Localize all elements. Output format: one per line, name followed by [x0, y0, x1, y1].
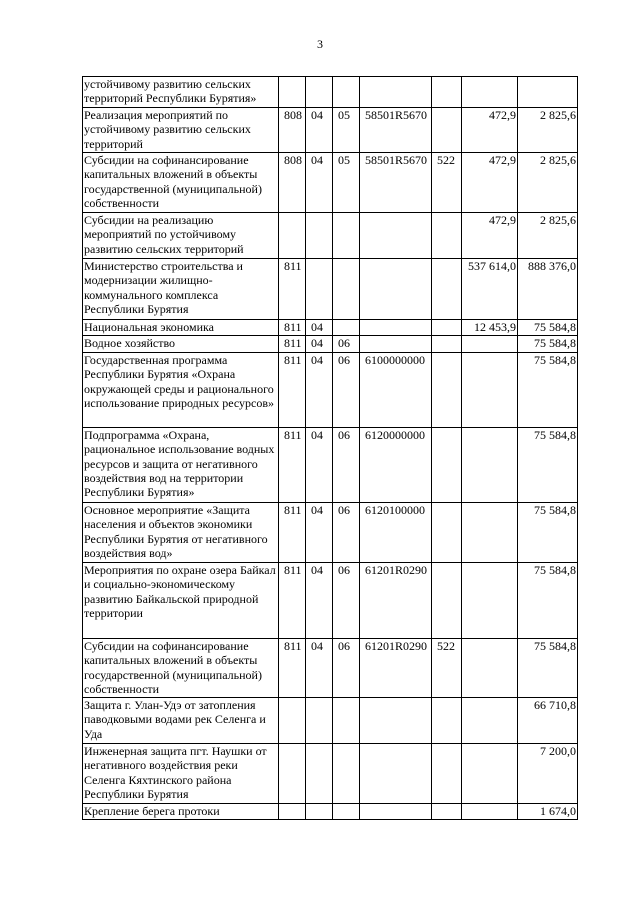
cell-expense [432, 804, 462, 820]
cell-subsection [333, 77, 360, 108]
cell-target: 58501R5670 [360, 108, 432, 153]
cell-sum1 [462, 698, 518, 744]
table-row [83, 698, 578, 744]
cell-name: Субсидии на софинансирование капитальных вложений в объекты государственной (муниципальной) собственности [83, 639, 279, 698]
cell-ministry: 811 [279, 503, 306, 563]
cell-ministry: 808 [279, 153, 306, 213]
cell-subsection [333, 213, 360, 259]
budget-table [82, 76, 578, 820]
cell-section [306, 259, 333, 320]
cell-sum1 [462, 428, 518, 503]
cell-section: 04 [306, 336, 333, 353]
cell-ministry: 811 [279, 259, 306, 320]
cell-target: 6100000000 [360, 353, 432, 428]
cell-expense [432, 503, 462, 563]
cell-ministry: 811 [279, 639, 306, 698]
cell-sum2: 75 584,8 [518, 336, 578, 353]
cell-subsection: 05 [333, 153, 360, 213]
cell-ministry: 811 [279, 563, 306, 639]
cell-name: Субсидии на реализацию мероприятий по устойчивому развитию сельских территорий [83, 213, 279, 259]
table-row [83, 744, 578, 804]
cell-sum2: 2 825,6 [518, 153, 578, 213]
cell-sum2: 2 825,6 [518, 108, 578, 153]
cell-name: Государственная программа Республики Бурятия «Охрана окружающей среды и рационального использование природных ресурсов» [83, 353, 279, 428]
table-row [83, 336, 578, 353]
cell-ministry [279, 744, 306, 804]
cell-target [360, 336, 432, 353]
cell-sum2: 66 710,8 [518, 698, 578, 744]
cell-name: Мероприятия по охране озера Байкал и социально-экономическому развитию Байкальской природной территории [83, 563, 279, 639]
cell-sum2: 888 376,0 [518, 259, 578, 320]
cell-target: 61201R0290 [360, 563, 432, 639]
cell-ministry: 811 [279, 336, 306, 353]
cell-name: устойчивому развитию сельских территорий Республики Бурятия» [83, 77, 279, 108]
cell-expense [432, 77, 462, 108]
cell-ministry: 811 [279, 428, 306, 503]
cell-ministry: 811 [279, 353, 306, 428]
table-row [83, 563, 578, 639]
cell-ministry [279, 213, 306, 259]
cell-name: Защита г. Улан-Удэ от затопления паводковыми водами рек Селенга и Уда [83, 698, 279, 744]
cell-section: 04 [306, 428, 333, 503]
cell-expense [432, 320, 462, 336]
cell-expense [432, 336, 462, 353]
cell-expense [432, 428, 462, 503]
cell-target: 6120000000 [360, 428, 432, 503]
cell-subsection: 05 [333, 108, 360, 153]
cell-name: Инженерная защита пгт. Наушки от негативного воздействия реки Селенга Кяхтинского района Республики Бурятия [83, 744, 279, 804]
cell-expense [432, 213, 462, 259]
cell-sum2: 75 584,8 [518, 639, 578, 698]
cell-section [306, 698, 333, 744]
table-row [83, 108, 578, 153]
cell-name: Основное мероприятие «Защита населения и объектов экономики Республики Бурятия от негативного воздействия вод» [83, 503, 279, 563]
cell-sum1 [462, 77, 518, 108]
cell-name: Субсидии на софинансирование капитальных вложений в объекты государственной (муниципальной) собственности [83, 153, 279, 213]
cell-section: 04 [306, 353, 333, 428]
cell-section [306, 213, 333, 259]
cell-section [306, 804, 333, 820]
cell-expense: 522 [432, 639, 462, 698]
cell-subsection [333, 804, 360, 820]
cell-subsection [333, 698, 360, 744]
cell-subsection: 06 [333, 336, 360, 353]
cell-sum2 [518, 77, 578, 108]
cell-target: 61201R0290 [360, 639, 432, 698]
cell-sum2: 75 584,8 [518, 353, 578, 428]
cell-sum1 [462, 503, 518, 563]
cell-subsection: 06 [333, 563, 360, 639]
cell-section [306, 77, 333, 108]
cell-sum2: 75 584,8 [518, 320, 578, 336]
cell-name: Водное хозяйство [83, 336, 279, 353]
cell-sum2: 75 584,8 [518, 503, 578, 563]
cell-sum1: 12 453,9 [462, 320, 518, 336]
cell-expense [432, 744, 462, 804]
cell-name: Министерство строительства и модернизации жилищно-коммунального комплекса Республики Бурятия [83, 259, 279, 320]
cell-sum1 [462, 336, 518, 353]
table-row [83, 353, 578, 428]
cell-subsection: 06 [333, 353, 360, 428]
table-row [83, 804, 578, 820]
cell-subsection [333, 320, 360, 336]
cell-sum1 [462, 639, 518, 698]
cell-sum1 [462, 744, 518, 804]
table-row [83, 320, 578, 336]
cell-target: 6120100000 [360, 503, 432, 563]
cell-section: 04 [306, 320, 333, 336]
table-row [83, 213, 578, 259]
cell-target: 58501R5670 [360, 153, 432, 213]
cell-target [360, 77, 432, 108]
cell-expense [432, 698, 462, 744]
cell-section: 04 [306, 563, 333, 639]
page-number: 3 [317, 37, 323, 51]
cell-ministry [279, 804, 306, 820]
table-row [83, 428, 578, 503]
cell-expense [432, 563, 462, 639]
cell-name: Реализация мероприятий по устойчивому развитию сельских территорий [83, 108, 279, 153]
cell-name: Подпрограмма «Охрана, рациональное использование водных ресурсов и защита от негативного воздействия вод на территории Республики Бурятия» [83, 428, 279, 503]
cell-target [360, 213, 432, 259]
table-row [83, 153, 578, 213]
cell-subsection: 06 [333, 639, 360, 698]
cell-name: Национальная экономика [83, 320, 279, 336]
cell-sum1: 537 614,0 [462, 259, 518, 320]
cell-section: 04 [306, 503, 333, 563]
cell-section [306, 744, 333, 804]
cell-subsection: 06 [333, 428, 360, 503]
cell-section: 04 [306, 153, 333, 213]
cell-section: 04 [306, 108, 333, 153]
cell-expense [432, 353, 462, 428]
cell-subsection: 06 [333, 503, 360, 563]
cell-section: 04 [306, 639, 333, 698]
cell-target [360, 698, 432, 744]
cell-target [360, 320, 432, 336]
cell-ministry [279, 77, 306, 108]
cell-sum2: 75 584,8 [518, 563, 578, 639]
cell-subsection [333, 259, 360, 320]
table-row [83, 639, 578, 698]
cell-sum2: 75 584,8 [518, 428, 578, 503]
cell-expense: 522 [432, 153, 462, 213]
cell-ministry: 811 [279, 320, 306, 336]
cell-sum2: 7 200,0 [518, 744, 578, 804]
cell-sum1 [462, 563, 518, 639]
cell-sum1: 472,9 [462, 108, 518, 153]
cell-sum2: 1 674,0 [518, 804, 578, 820]
table-row [83, 77, 578, 108]
cell-target [360, 744, 432, 804]
table-row [83, 259, 578, 320]
cell-subsection [333, 744, 360, 804]
cell-ministry: 808 [279, 108, 306, 153]
cell-sum1: 472,9 [462, 153, 518, 213]
cell-expense [432, 108, 462, 153]
cell-name: Крепление берега протоки [83, 804, 279, 820]
cell-expense [432, 259, 462, 320]
cell-sum1 [462, 353, 518, 428]
cell-target [360, 804, 432, 820]
cell-sum1: 472,9 [462, 213, 518, 259]
cell-sum1 [462, 804, 518, 820]
cell-sum2: 2 825,6 [518, 213, 578, 259]
table-row [83, 503, 578, 563]
cell-target [360, 259, 432, 320]
cell-ministry [279, 698, 306, 744]
